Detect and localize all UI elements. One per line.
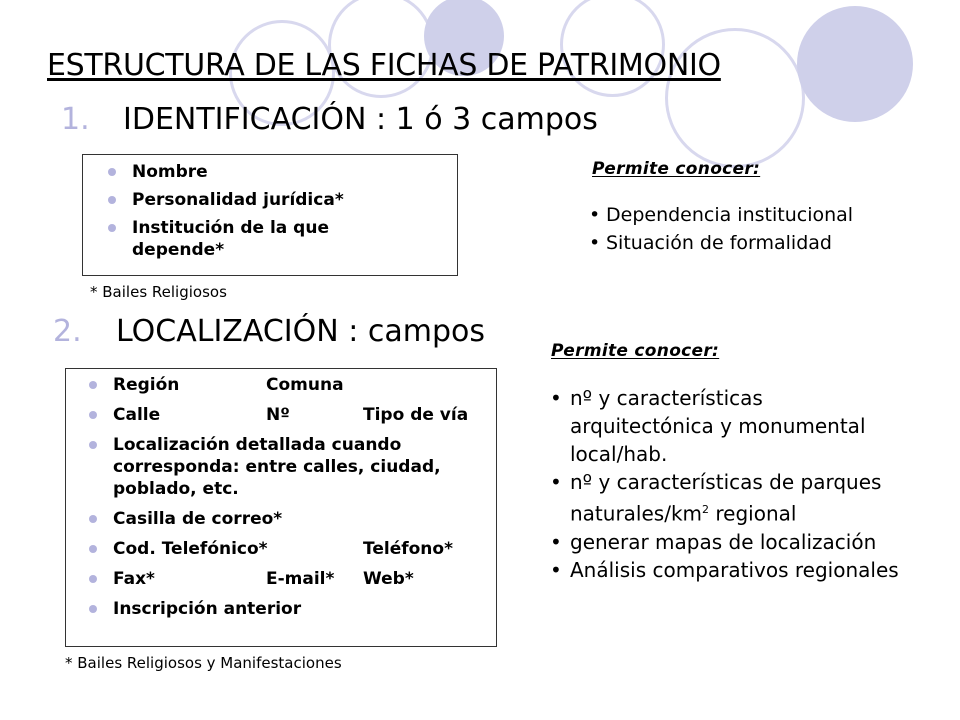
field-row-calle <box>113 404 496 426</box>
field-numero: Nº <box>266 405 290 425</box>
field-email: E-mail* <box>266 569 335 589</box>
field-institucion: Institución de la que depende* <box>132 217 372 261</box>
field-cod-telefonico: Cod. Telefónico* <box>113 539 268 559</box>
field-row-telefono <box>113 538 496 560</box>
page-title: ESTRUCTURA DE LAS FICHAS DE PATRIMONIO <box>47 48 721 83</box>
permite-item-text-end: regional <box>709 501 797 526</box>
section1-note: * Bailes Religiosos <box>90 283 227 301</box>
field-nombre: Nombre <box>132 161 457 183</box>
permite-item: • nº y características arquitectónica y monumental local/hab. <box>550 384 900 468</box>
permite-item-text: nº y características de parques naturales/km <box>570 470 882 526</box>
field-web: Web* <box>363 569 414 589</box>
section1-fields-box <box>82 154 458 276</box>
section2-number: 2. <box>53 314 82 349</box>
section2-title: LOCALIZACIÓN : campos <box>116 314 485 349</box>
field-telefono: Teléfono* <box>363 539 453 559</box>
section1-title: IDENTIFICACIÓN : 1 ó 3 campos <box>123 102 598 137</box>
field-casilla: Casilla de correo* <box>113 508 496 530</box>
field-fax: Fax* <box>113 569 155 589</box>
field-tipo-via: Tipo de vía <box>363 405 469 425</box>
section1-heading <box>61 102 598 137</box>
field-comuna: Comuna <box>266 375 344 395</box>
field-personalidad-juridica: Personalidad jurídica* <box>132 189 457 211</box>
field-localizacion: Localización detallada cuando corresponda: entre calles, ciudad, poblado, etc. <box>113 434 477 500</box>
field-region: Región <box>113 375 180 395</box>
permite-item: • generar mapas de localización <box>550 528 930 556</box>
permite-item: • Situación de formalidad <box>589 229 853 257</box>
permite-item: • Dependencia institucional <box>589 201 853 229</box>
section1-number: 1. <box>61 102 90 137</box>
section1-permite-list <box>589 201 853 257</box>
section2-permite-label: Permite conocer: <box>551 341 720 361</box>
field-row-fax <box>113 568 496 590</box>
section1-permite-label: Permite conocer: <box>592 159 761 179</box>
section2-note: * Bailes Religiosos y Manifestaciones <box>65 654 342 672</box>
permite-item <box>550 468 920 528</box>
superscript: 2 <box>702 503 710 516</box>
field-inscripcion: Inscripción anterior <box>113 598 496 620</box>
field-calle: Calle <box>113 405 161 425</box>
section2-fields-box <box>65 368 497 647</box>
section2-heading <box>53 314 485 349</box>
permite-item: • Análisis comparativos regionales <box>550 556 930 584</box>
section2-permite-list <box>550 384 930 584</box>
decorative-circle-6 <box>797 6 913 122</box>
field-row-region <box>113 374 496 396</box>
